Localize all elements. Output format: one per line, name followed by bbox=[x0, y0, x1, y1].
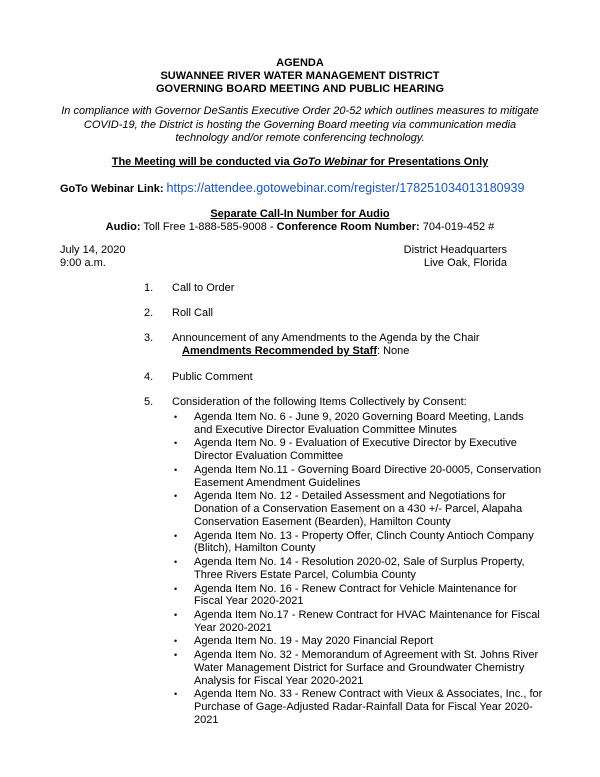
agenda-header bbox=[0, 57, 600, 96]
consent-item bbox=[172, 583, 544, 608]
consent-item bbox=[172, 688, 544, 726]
consent-item-text: Agenda Item No. 16 - Renew Contract for Vehicle Maintenance for Fiscal Year 2020-2021 bbox=[194, 582, 517, 608]
agenda-item-2 bbox=[144, 307, 544, 332]
webinar-line bbox=[60, 181, 524, 195]
item-text: Public Comment bbox=[172, 371, 253, 383]
consent-item bbox=[172, 530, 544, 555]
meeting-datetime bbox=[60, 244, 125, 270]
consent-item bbox=[172, 556, 544, 581]
consent-item-text: Agenda Item No. 19 - May 2020 Financial Report bbox=[194, 635, 434, 648]
consent-item-text: Agenda Item No. 32 - Memorandum of Agreement with St. Johns River Water Management District for Surface and Groundwater Chemistry Analysis for Fiscal Year 2020-2021 bbox=[194, 649, 539, 687]
consent-item-text: Agenda Item No. 13 - Property Offer, Clinch County Antioch Company (Blitch), Hamilton County bbox=[194, 529, 534, 555]
webinar-link[interactable]: https://attendee.gotowebinar.com/register/178251034013180939 bbox=[166, 181, 525, 195]
item-text: Call to Order bbox=[172, 282, 235, 294]
callin-title: Separate Call-In Number for Audio bbox=[210, 208, 390, 220]
header-title: AGENDA bbox=[276, 57, 324, 69]
amendments-label: Amendments Recommended by Staff bbox=[182, 345, 377, 357]
agenda-items bbox=[144, 282, 544, 728]
bullet-icon: • bbox=[174, 491, 178, 502]
agenda-item-4 bbox=[144, 371, 544, 396]
consent-item bbox=[172, 609, 544, 634]
location-name: District Headquarters bbox=[403, 244, 507, 256]
header-meeting-type: GOVERNING BOARD MEETING AND PUBLIC HEARING bbox=[155, 83, 445, 95]
room-number: 704-019-452 # bbox=[419, 221, 495, 233]
intro-paragraph: In compliance with Governor DeSantis Executive Order 20-52 which outlines measures to mitigate COVID-19, the District is hosting the Governing Board meeting via communication media technology and/or remote conferencing technology. bbox=[61, 105, 539, 144]
bullet-icon: • bbox=[174, 464, 178, 475]
meeting-notice-platform: GoTo Webinar bbox=[292, 156, 368, 168]
bullet-icon: • bbox=[174, 557, 178, 568]
amendments-line bbox=[172, 345, 544, 358]
item-number: 2. bbox=[144, 307, 154, 319]
item-text: Consideration of the following Items Collectively by Consent: bbox=[172, 396, 467, 408]
bullet-icon: • bbox=[174, 438, 178, 449]
header-organization: SUWANNEE RIVER WATER MANAGEMENT DISTRICT bbox=[160, 70, 440, 82]
bullet-icon: • bbox=[174, 412, 178, 422]
consent-item bbox=[172, 411, 544, 436]
meeting-time: 9:00 a.m. bbox=[60, 257, 106, 269]
agenda-item-3 bbox=[144, 332, 544, 371]
consent-item-text: Agenda Item No. 33 - Renew Contract with Vieux & Associates, Inc., for Purchase of Gage-Adjusted Radar-Rainfall Data for Fiscal Year 2020-2021 bbox=[194, 688, 543, 726]
consent-list bbox=[172, 411, 544, 726]
agenda-item-1 bbox=[144, 282, 544, 307]
consent-item-text: Agenda Item No. 6 - June 9, 2020 Governing Board Meeting, Lands and Executive Director Evaluation Committee Minutes bbox=[194, 411, 524, 436]
item-text: Announcement of any Amendments to the Agenda by the Chair bbox=[172, 332, 480, 344]
meeting-notice-pre: The Meeting will be conducted via bbox=[111, 156, 293, 168]
item-text: Roll Call bbox=[172, 307, 213, 319]
audio-label: Audio: bbox=[105, 221, 141, 233]
meeting-location bbox=[404, 244, 507, 270]
agenda-item-5 bbox=[144, 396, 544, 726]
bullet-icon: • bbox=[174, 689, 178, 700]
consent-item bbox=[172, 464, 544, 489]
amendments-value: : None bbox=[376, 345, 410, 357]
bullet-icon: • bbox=[174, 530, 178, 541]
audio-phone: Toll Free 1-888-585-9008 - bbox=[140, 221, 277, 233]
item-number: 1. bbox=[144, 282, 154, 294]
consent-item-text: Agenda Item No.17 - Renew Contract for HVAC Maintenance for Fiscal Year 2020-2021 bbox=[194, 608, 540, 634]
consent-item-text: Agenda Item No. 14 - Resolution 2020-02, Sale of Surplus Property, Three Rivers Estate Parcel, Columbia County bbox=[194, 556, 525, 581]
item-number: 3. bbox=[144, 332, 154, 344]
consent-item bbox=[172, 635, 544, 648]
consent-item-text: Agenda Item No. 9 - Evaluation of Executive Director by Executive Director Evaluation Committee bbox=[194, 437, 517, 463]
item-number: 5. bbox=[144, 396, 154, 408]
location-city: Live Oak, Florida bbox=[423, 257, 507, 269]
bullet-icon: • bbox=[174, 583, 178, 594]
consent-item bbox=[172, 649, 544, 687]
room-label: Conference Room Number: bbox=[276, 221, 420, 233]
item-number: 4. bbox=[144, 371, 154, 383]
meeting-notice bbox=[0, 156, 600, 168]
bullet-icon: • bbox=[174, 650, 178, 661]
meeting-notice-post: for Presentations Only bbox=[367, 156, 489, 168]
bullet-icon: • bbox=[174, 636, 178, 647]
consent-item-text: Agenda Item No.11 - Governing Board Directive 20-0005, Conservation Easement Amendment Guidelines bbox=[194, 463, 542, 489]
bullet-icon: • bbox=[174, 609, 178, 620]
consent-item bbox=[172, 490, 544, 528]
consent-item bbox=[172, 437, 544, 462]
audio-line bbox=[0, 221, 600, 233]
consent-item-text: Agenda Item No. 12 - Detailed Assessment and Negotiations for Donation of a Conservation Easement on a 430 +/- Parcel, Alapaha Conservation Easement (Bearden), Hamilton County bbox=[194, 490, 523, 528]
webinar-label: GoTo Webinar Link: bbox=[60, 183, 167, 195]
meeting-date: July 14, 2020 bbox=[60, 244, 126, 256]
